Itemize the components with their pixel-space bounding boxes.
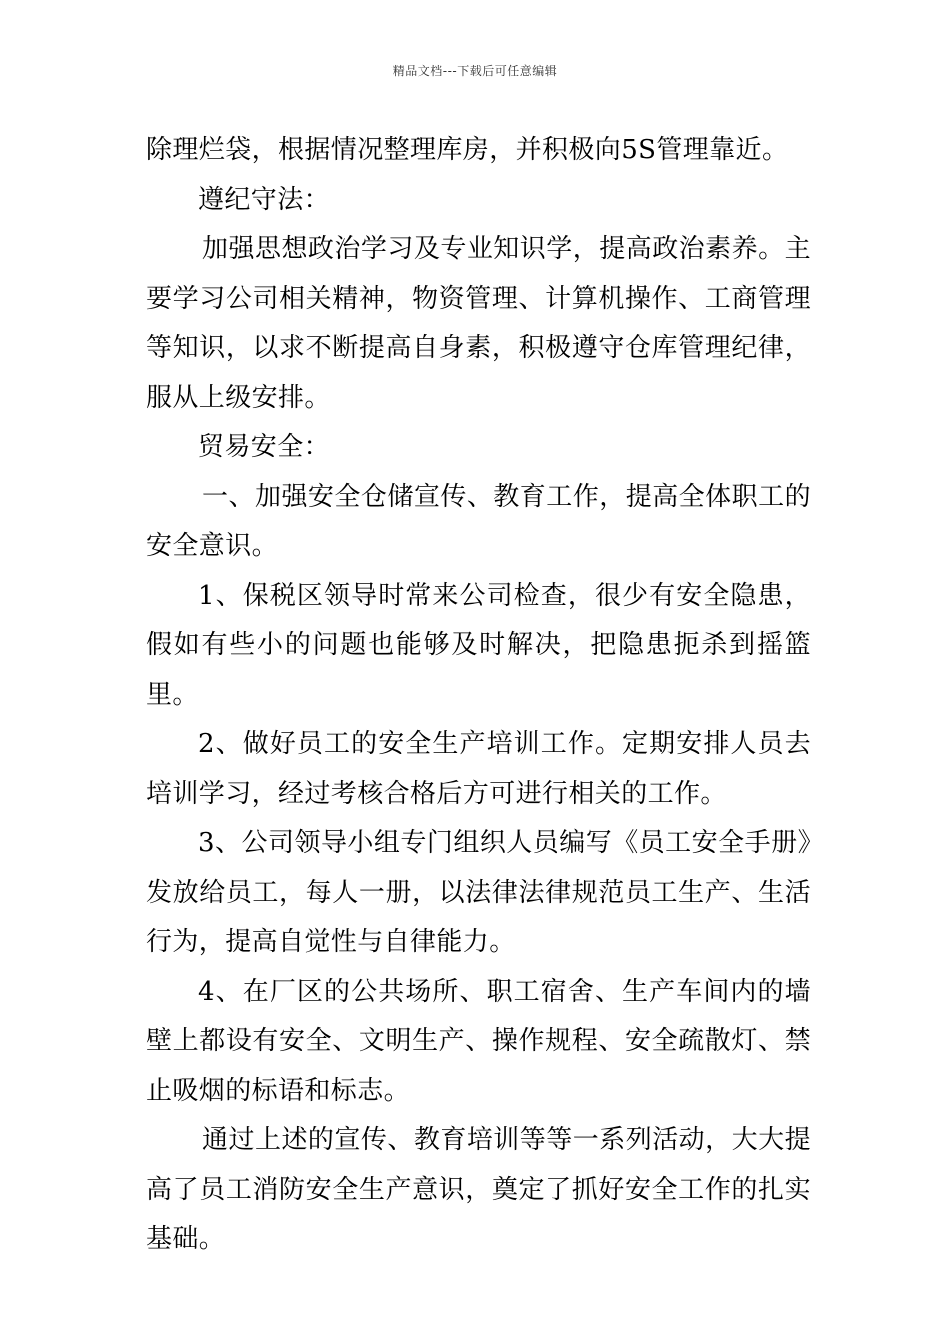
document-body — [146, 126, 811, 1265]
page-header: 精品文档---下载后可任意编辑 — [392, 64, 558, 78]
section-heading-compliance: 遵纪守法： — [198, 184, 331, 215]
list-item-4: 4、在厂区的公共场所、职工宿舍、生产车间内的墙壁上都设有安全、文明生产、操作规程、安全疏散灯、禁止吸烟的标语和标志。 — [146, 976, 811, 1106]
section-heading-trade-safety: 贸易安全： — [198, 432, 331, 462]
list-item-2: 2、做好员工的安全生产培训工作。定期安排人员去培训学习，经过考核合格后方可进行相关的工作。 — [146, 729, 811, 809]
paragraph-study: 加强思想政治学习及专业知识学，提高政治素养。主要学习公司相关精神，物资管理、计算机操作、工商管理等知识，以求不断提高自身素，积极遵守仓库管理纪律，服从上级安排。 — [146, 234, 811, 413]
paragraph-conclusion: 通过上述的宣传、教育培训等等一系列活动，大大提高了员工消防安全生产意识，奠定了抓好安全工作的扎实基础。 — [146, 1125, 811, 1254]
paragraph-continuation: 除理烂袋，根据情况整理库房，并积极向5S管理靠近。 — [146, 135, 789, 165]
list-item-3: 3、公司领导小组专门组织人员编写《员工安全手册》发放给员工，每人一册，以法律法律规范员工生产、生活行为，提高自觉性与自律能力。 — [146, 828, 811, 957]
paragraph-safety-awareness: 一、加强安全仓储宣传、教育工作，提高全体职工的安全意识。 — [146, 481, 811, 561]
list-item-1: 1、保税区领导时常来公司检查，很少有安全隐患，假如有些小的问题也能够及时解决，把隐患扼杀到摇篮里。 — [146, 580, 811, 710]
